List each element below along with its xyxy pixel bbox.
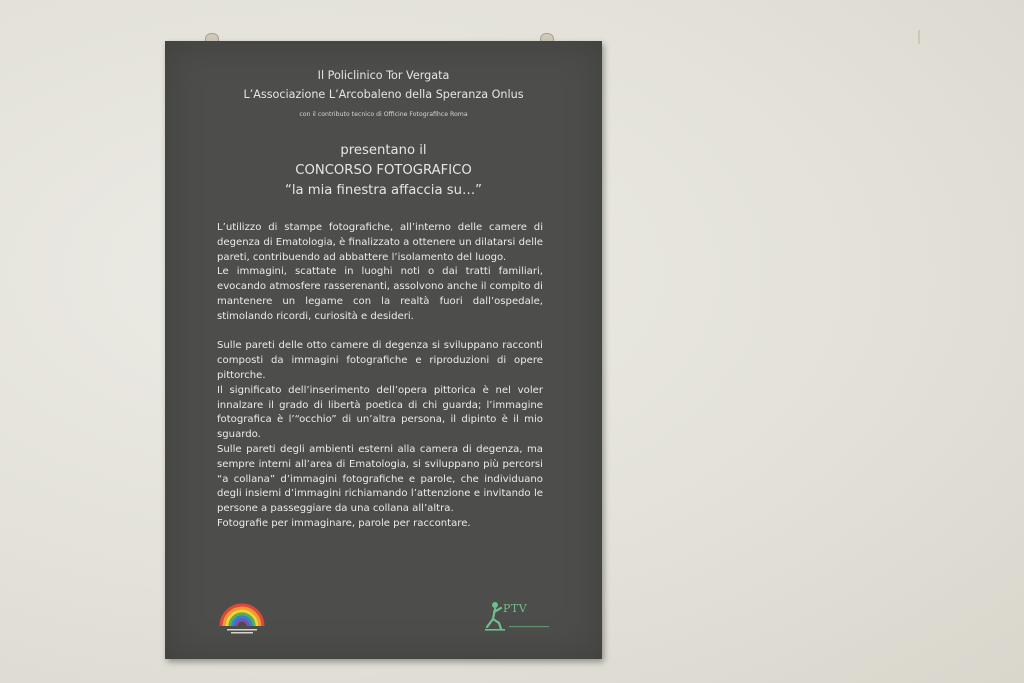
header-contest: CONCORSO FOTOGRAFICO bbox=[295, 163, 472, 178]
paragraph: L’utilizzo di stampe fotografiche, all’interno delle camere di degenza di Ematologia, è finalizzato a ottenere un dilatarsi delle pareti, contribuendo ad abbattere l’isolamento del luogo. bbox=[217, 222, 544, 263]
header-contest-title: “la mia finestra affaccia su…” bbox=[284, 183, 482, 198]
header-hospital: Il Policlinico Tor Vergata bbox=[317, 69, 450, 82]
header-contribution: con il contributo tecnico di Officine Fotografihce Roma bbox=[299, 111, 468, 118]
paragraph: Sulle pareti degli ambienti esterni alla camera di degenza, ma sempre interni all’area di Ematologia, si sviluppano più percorsi “a collana” d’immagini fotografiche e parole, che individuano degli insiemi d’immagini richiamando l’attenzione e invitando le persone a passeggiare da una collana all’altra. bbox=[217, 443, 543, 515]
header-association: L’Associazione L’Arcobaleno della Speranza Onlus bbox=[243, 88, 524, 101]
wall-mark bbox=[918, 30, 920, 44]
paragraph: Sulle pareti delle otto camere di degenza si sviluppano racconti composti da immagini fotografiche e riproduzioni di opere pittorche. bbox=[217, 340, 543, 381]
ptv-logo-text: PTV bbox=[503, 602, 528, 615]
poster-body bbox=[217, 221, 543, 532]
rainbow-logo bbox=[215, 596, 269, 636]
poster-panel bbox=[165, 41, 602, 659]
paragraph: Il significato dell’inserimento dell’opera pittorica è nel voler innalzare il grado di libertà poetica di chi guarda; l’immagine fotografica è l’“occhio” di un’altra persona, il dipinto è il mio sguardo. bbox=[217, 384, 543, 441]
paragraph: Le immagini, scattate in luoghi noti o dai tratti familiari, evocando atmosfere rasserenanti, assolvono anche il compito di mantenere un legame con la realtà fuori dall’ospedale, stimolando ricordi, curiosità e desideri. bbox=[217, 266, 543, 322]
header-present: presentano il bbox=[340, 143, 427, 158]
paragraph: Fotografie per immaginare, parole per raccontare. bbox=[217, 517, 471, 529]
